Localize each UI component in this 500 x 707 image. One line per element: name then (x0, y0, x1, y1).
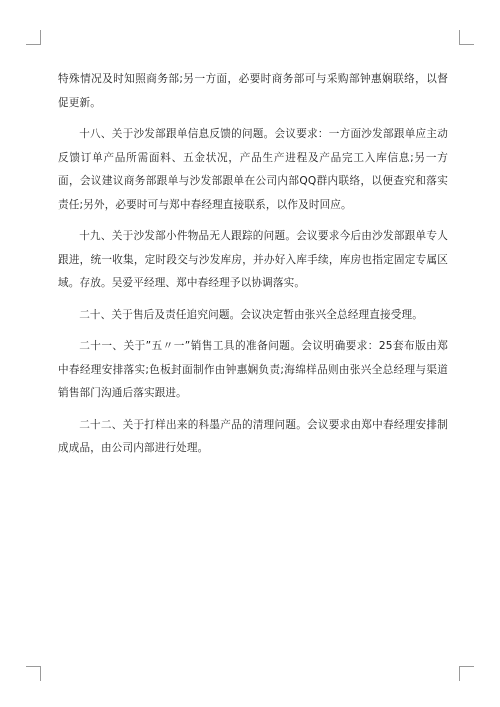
paragraph-item-20: 二十、关于售后及责任追究问题。会议决定暂由张兴全总经理直接受理。 (79, 308, 423, 321)
paragraph-item-19: 十九、关于沙发部小件物品无人跟踪的问题。会议要求今后由沙发部跟单专人跟进，统一收集，定时段交与沙发库房，并办好入库手续，库房也指定固定专属区域。存放。吴爱平经理、郑中春经理予以协调落实。 (58, 230, 448, 289)
paragraph-item-21: 二十一、关于”五〃一”销售工具的准备问题。会议明确要求：25套布版由郑中春经理安排落实;色板封面制作由钟惠娴负责;海绵样品则由张兴全总经理与渠道销售部门沟通后落实跟进。 (58, 340, 448, 399)
crop-mark-top-left (26, 30, 41, 45)
paragraph-item-22: 二十二、关于打样出来的科墨产品的清理问题。会议要求由郑中春经理安排制成成品，由公司内部进行处理。 (58, 418, 448, 454)
document-body (58, 68, 448, 469)
paragraph-continuation: 特殊情况及时知照商务部;另一方面，必要时商务部可与采购部钟惠娴联络，以督促更新。 (58, 73, 448, 109)
paragraph-item-18: 十八、关于沙发部跟单信息反馈的问题。会议要求：一方面沙发部跟单应主动反馈订单产品所需面料、五金状况，产品生产进程及产品完工入库信息;另一方面，会议建议商务部跟单与沙发部跟单在公司内部QQ群内联络，以便查究和落实责任;另外，必要时可与郑中春经理直接联系，以作及时回应。 (58, 128, 448, 211)
crop-mark-bottom-left (26, 666, 41, 681)
crop-mark-top-right (459, 30, 474, 45)
crop-mark-bottom-right (459, 666, 474, 681)
